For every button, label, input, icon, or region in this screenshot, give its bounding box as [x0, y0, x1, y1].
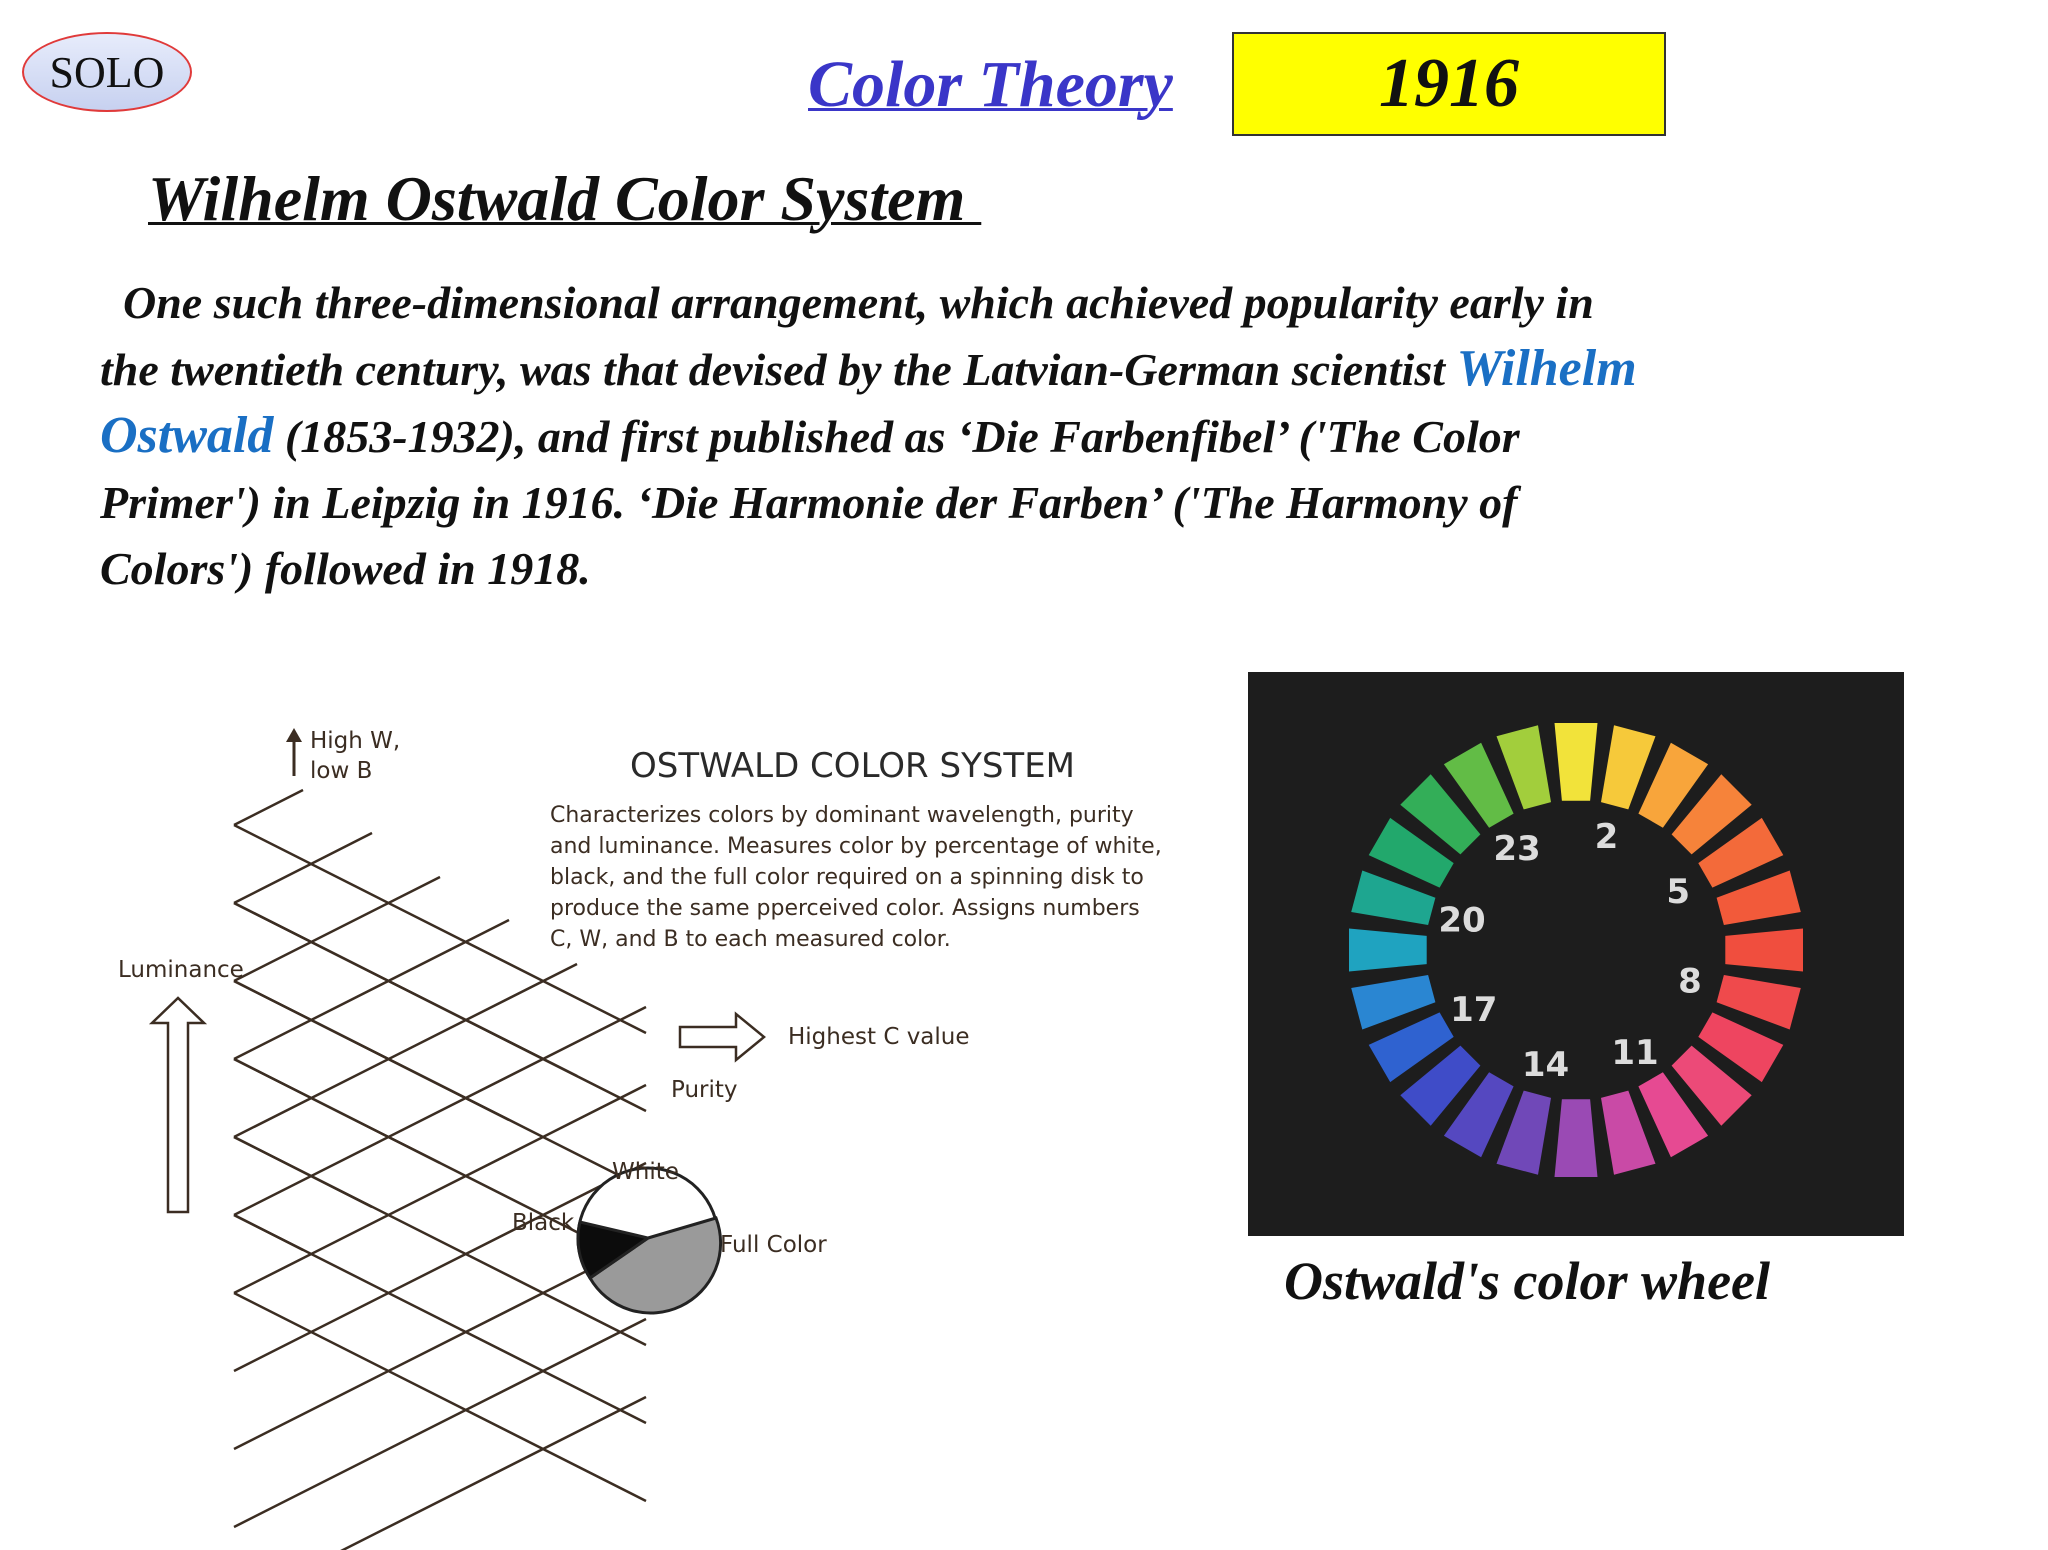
spinning-disk-pie — [512, 1159, 827, 1313]
high-w-arrow-icon — [286, 728, 302, 776]
color-wheel-image — [1248, 672, 1904, 1236]
year-box — [1232, 32, 1666, 136]
year-label: 1916 — [1379, 45, 1519, 122]
diagram-title: OSTWALD COLOR SYSTEM — [630, 746, 1076, 786]
pie-full-color-label: Full Color — [720, 1232, 827, 1258]
luminance-arrow-icon — [152, 998, 204, 1212]
pie-white-label: White — [612, 1159, 679, 1185]
wheel-number-label: 8 — [1678, 961, 1702, 1002]
wheel-number-label: 17 — [1450, 990, 1498, 1030]
pie-black-label: Black — [512, 1210, 575, 1236]
high-w-label-2: low B — [310, 758, 373, 784]
wheel-number-label: 23 — [1493, 828, 1541, 869]
solo-badge — [22, 32, 192, 112]
luminance-label: Luminance — [118, 957, 244, 983]
wheel-segment — [1349, 929, 1427, 972]
page-heading: Wilhelm Ostwald Color System — [148, 163, 982, 234]
ostwald-system-diagram — [100, 610, 1180, 1550]
ostwald-name-link[interactable]: Wilhelm Ostwald — [100, 340, 1637, 464]
wheel-number-label: 14 — [1521, 1045, 1570, 1085]
wheel-segment — [1555, 1099, 1598, 1177]
wheel-segment — [1555, 723, 1598, 801]
highest-c-label: Highest C value — [788, 1024, 970, 1050]
wheel-number-label: 2 — [1594, 817, 1619, 857]
high-w-label-1: High W, — [310, 728, 401, 754]
diagram-desc-line-1: Characterizes colors by dominant wavelength, purity — [550, 803, 1134, 828]
wheel-number-label: 5 — [1666, 872, 1691, 912]
paragraph-part2: (1853-1932), and first published as ‘Die Farbenfibel’ ('The Color Primer') in Leipzig in 1916. ‘Die Harmonie der Farben’ ('The Harmony of Colors') followed in 1918. — [100, 411, 1520, 594]
intro-paragraph — [100, 270, 1890, 602]
wheel-number-label: 20 — [1438, 900, 1486, 941]
color-wheel-caption: Ostwald's color wheel — [1284, 1251, 1771, 1311]
paragraph-part1: One such three-dimensional arrangement, which achieved popularity early in the twentieth century, was that devised by the Latvian-German scientist — [100, 277, 1594, 395]
color-wheel — [1248, 672, 1904, 1236]
wheel-segment — [1725, 929, 1803, 972]
purity-label: Purity — [671, 1077, 738, 1103]
topic-link[interactable]: Color Theory — [808, 48, 1173, 121]
diagram-desc-line-3: black, and the full color required on a spinning disk to — [550, 865, 1144, 890]
purity-arrow-icon — [680, 1014, 764, 1060]
diagram-desc-line-2: and luminance. Measures color by percentage of white, — [550, 834, 1162, 859]
solo-badge-label: SOLO — [49, 47, 165, 97]
wheel-number-label: 11 — [1611, 1033, 1659, 1074]
diagram-desc-line-4: produce the same pperceived color. Assigns numbers — [550, 896, 1140, 921]
diagram-desc-line-5: C, W, and B to each measured color. — [550, 927, 951, 952]
